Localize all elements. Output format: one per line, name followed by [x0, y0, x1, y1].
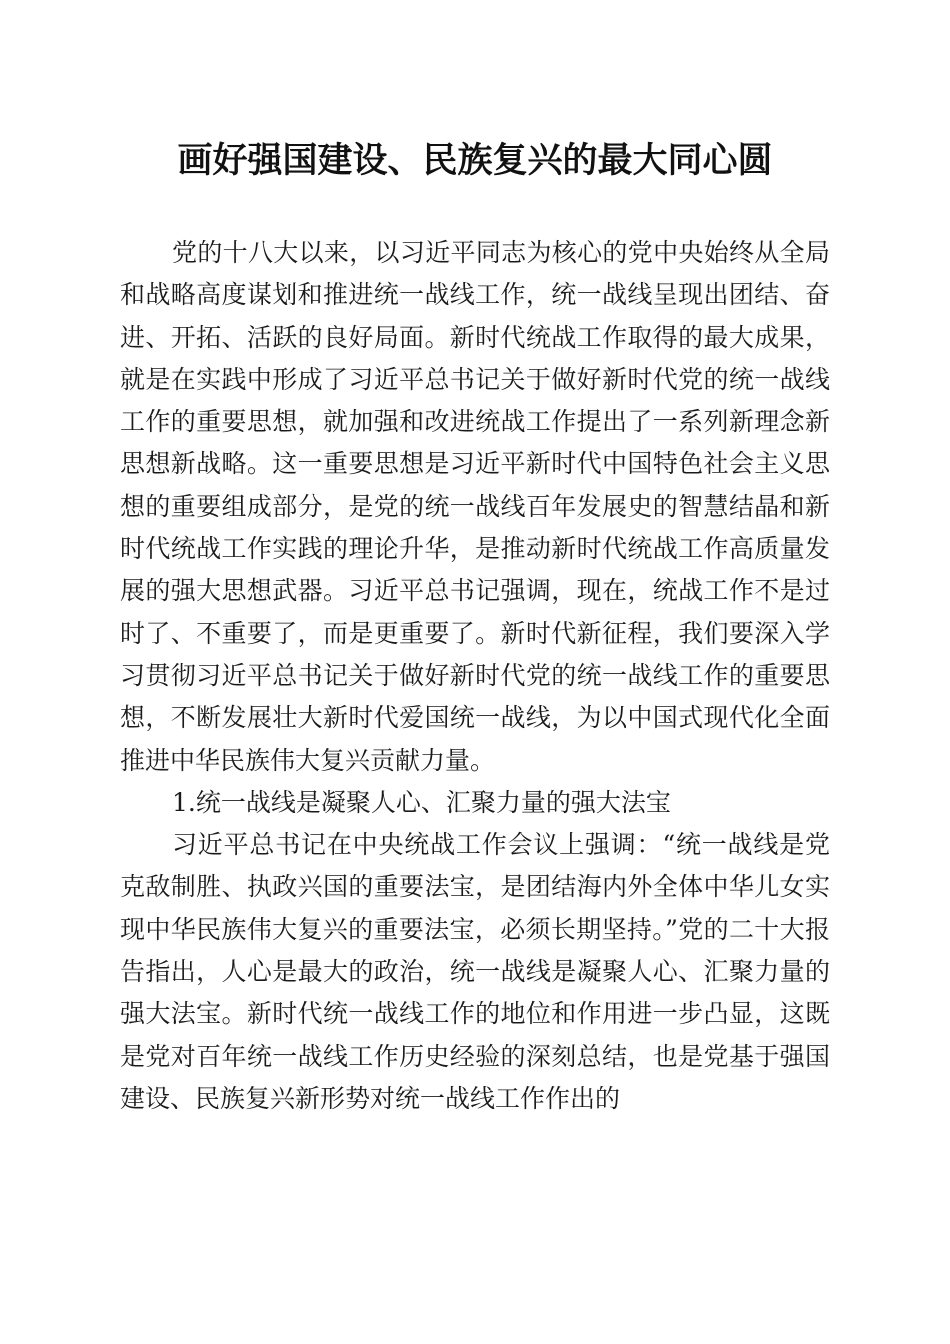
body-paragraph: 党的十八大以来，以习近平同志为核心的党中央始终从全局和战略高度谋划和推进统一战线工作，统一战线呈现出团结、奋进、开拓、活跃的良好局面。新时代统战工作取得的最大成果，就是在实践中形成了习近平总书记关于做好新时代党的统一战线工作的重要思想，就加强和改进统战工作提出了一系列新理念新思想新战略。这一重要思想是习近平新时代中国特色社会主义思想的重要组成部分，是党的统一战线百年发展史的智慧结晶和新时代统战工作实践的理论升华，是推动新时代统战工作高质量发展的强大思想武器。习近平总书记强调，现在，统战工作不是过时了、不重要了，而是更重要了。新时代新征程，我们要深入学习贯彻习近平总书记关于做好新时代党的统一战线工作的重要思想，不断发展壮大新时代爱国统一战线，为以中国式现代化全面推进中华民族伟大复兴贡献力量。 — [120, 238, 830, 775]
body-paragraph: 习近平总书记在中央统战工作会议上强调：“统一战线是党克敌制胜、执政兴国的重要法宝，是团结海内外全体中华儿女实现中华民族伟大复兴的重要法宝，必须长期坚持。”党的二十大报告指出，人心是最大的政治，统一战线是凝聚人心、汇聚力量的强大法宝。新时代统一战线工作的地位和作用进一步凸显，这既是党对百年统一战线工作历史经验的深刻总结，也是党基于强国建设、民族复兴新形势对统一战线工作作出的 — [120, 830, 830, 1113]
document-body — [120, 232, 830, 1120]
document-title: 画好强国建设、民族复兴的最大同心圆 — [177, 140, 773, 181]
section-heading: 1.统一战线是凝聚人心、汇聚力量的强大法宝 — [172, 787, 671, 817]
